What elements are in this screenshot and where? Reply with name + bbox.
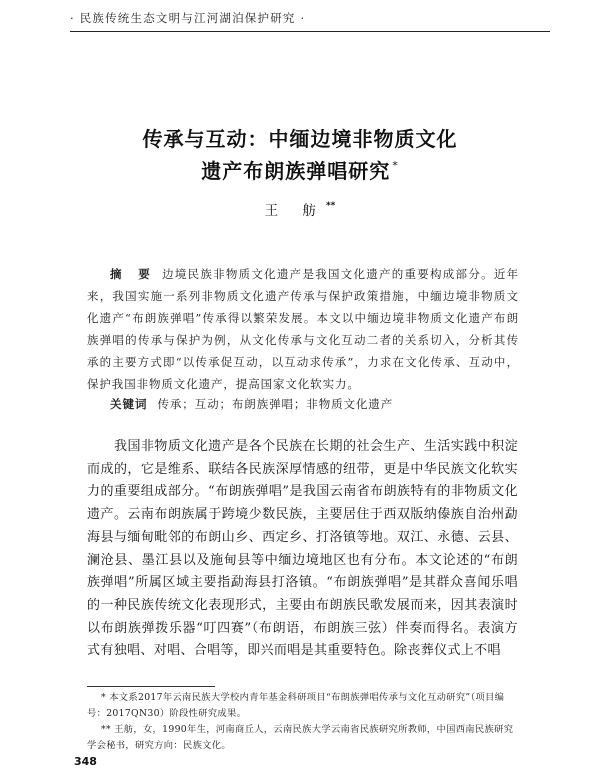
- keywords: [110, 396, 520, 412]
- keywords-text: 传承；互动；布朗族弹唱；非物质文化遗产: [157, 397, 394, 411]
- article-title-line-1: 传承与互动：中缅边境非物质文化: [142, 127, 458, 151]
- header-rule: [70, 31, 550, 32]
- title-line-2-text: 遗产布朗族弹唱研究: [201, 159, 391, 183]
- author-footnote-marker: **: [325, 201, 336, 211]
- footnote-funding: * 本文系2017年云南民族大学校内青年基金科研项目“布朗族弹唱传承与文化互动研究”（项目编号：2017QN30）阶段性研究成果。: [87, 692, 505, 719]
- abstract: [87, 263, 519, 395]
- body-paragraph: 我国非物质文化遗产是各个民族在长期的社会生产、生活实践中积淀而成的，它是维系、联结各民族深厚情感的纽带，更是中华民族文化软实力的重要组成部分。“布朗族弹唱”是我国云南省布朗族特有的非物质文化遗产。云南布朗族属于跨境少数民族，主要居住于西双版纳傣族自治州勐海县与缅甸毗邻的布朗山乡、西定乡、打洛镇等地。双江、永德、云县、澜沧县、墨江县以及施甸县等中缅边境地区也有分布。本文论述的“布朗族弹唱”所属区域主要指勐海县打洛镇。“布朗族弹唱”是其群众喜闻乐唱的一种民族传统文化表现形式，主要由布朗族民歌发展而来，因其表演时以布朗族弹拨乐器“叮四赛”（布朗语，布朗族三弦）伴奏而得名。表演方式有独唱、对唱、合唱等，即兴而唱是其重要特色。除丧葬仪式上不唱: [87, 439, 518, 659]
- author-name: 王 舫: [264, 203, 326, 219]
- running-header: · 民族传统生态文明与江河湖泊保护研究 ·: [70, 11, 306, 25]
- footnote-rule: [87, 686, 215, 687]
- footnote-author: ** 王舫，女，1990年生，河南商丘人，云南民族大学云南省民族研究所教师，中国西南民族研究学会秘书，研究方向：民族文化。: [87, 724, 514, 751]
- article-title-line-2: [0, 155, 600, 184]
- abstract-label: 摘 要: [110, 267, 157, 281]
- page-number: 348: [74, 755, 97, 768]
- abstract-text: 边境民族非物质文化遗产是我国文化遗产的重要构成部分。近年来，我国实施一系列非物质文化遗产传承与保护政策措施，中缅边境非物质文化遗产“布朗族弹唱”传承得以繁荣发展。本文以中缅边境非物质文化遗产布朗族弹唱的传承与保护为例，从文化传承与文化互动二者的关系切入，分析其传承的主要方式即“以传承促互动，以互动求传承”，力求在文化传承、互动中，保护我国非物质文化遗产，提高国家文化软实力。: [87, 267, 519, 391]
- keywords-label: 关键词: [110, 397, 148, 411]
- author-line: [0, 199, 600, 219]
- title-footnote-marker: *: [392, 159, 399, 172]
